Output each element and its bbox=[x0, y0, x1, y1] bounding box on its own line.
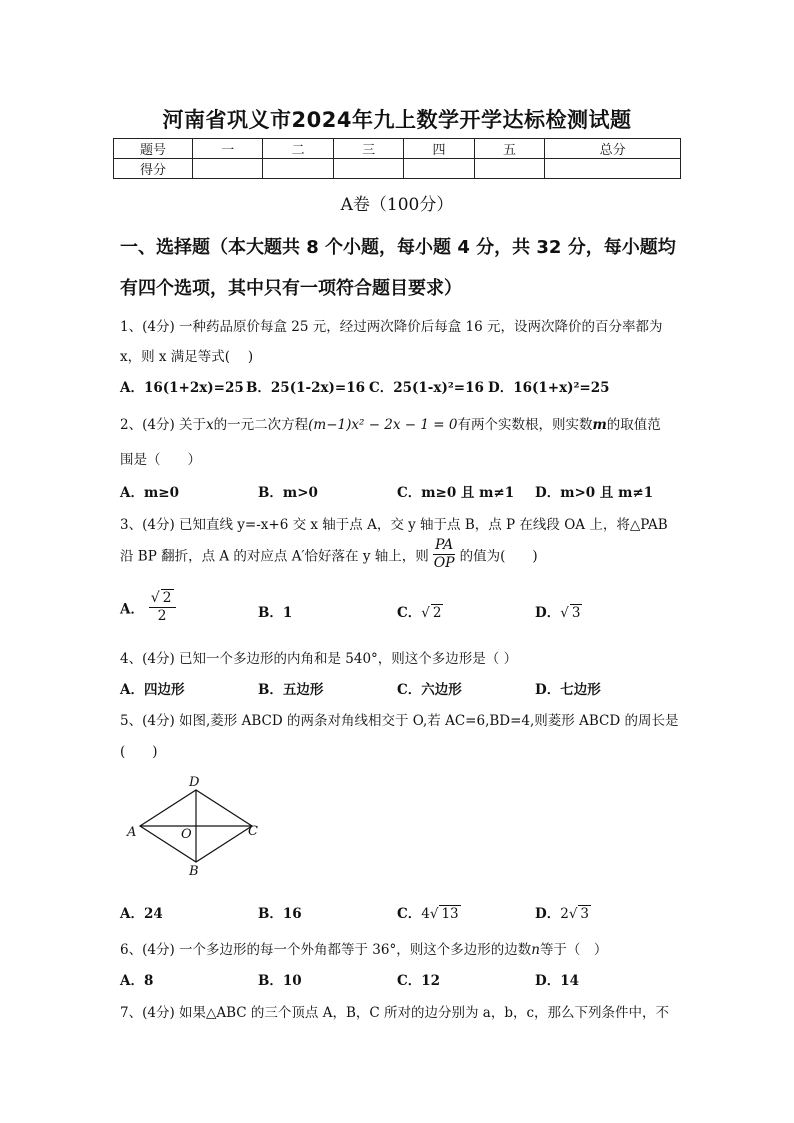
label-b: B bbox=[189, 864, 199, 877]
score-cell[interactable] bbox=[545, 159, 681, 179]
q2-var-m: m bbox=[592, 417, 607, 433]
score-table bbox=[113, 138, 681, 179]
score-cell[interactable] bbox=[474, 159, 544, 179]
header-cell: 四 bbox=[404, 139, 474, 159]
row-label: 得分 bbox=[114, 159, 193, 179]
section-heading-line1: 一、选择题（本大题共 8 个小题，每小题 4 分，共 32 分，每小题均 bbox=[120, 237, 676, 258]
score-cell[interactable] bbox=[263, 159, 333, 179]
q5-option-d bbox=[535, 902, 591, 922]
q1-option-b: B．25(1-2x)=16 bbox=[246, 380, 366, 396]
q2-stem-line2: 围是（ ） bbox=[120, 452, 201, 468]
q4-option-a: A．四边形 bbox=[120, 682, 185, 698]
q2-stem-line1 bbox=[120, 413, 661, 433]
frac-den: 2 bbox=[157, 608, 167, 624]
score-table-score-row bbox=[114, 159, 681, 179]
volume-heading: A卷（100分） bbox=[340, 195, 454, 215]
q4-stem: 4、(4分) 已知一个多边形的内角和是 540°，则这个多边形是（ ） bbox=[120, 651, 518, 667]
q3-stem-line2 bbox=[120, 537, 538, 572]
option-label: C． bbox=[397, 605, 422, 621]
q3-text: 的值为( ) bbox=[459, 548, 538, 565]
coefficient: 2 bbox=[560, 906, 569, 922]
q3-frac-num: PA bbox=[435, 537, 454, 553]
label-d: D bbox=[189, 775, 200, 790]
rhombus-figure bbox=[125, 772, 265, 877]
q5-option-a: A．24 bbox=[120, 906, 163, 922]
header-cell: 五 bbox=[474, 139, 544, 159]
sqrt-icon: √ bbox=[568, 906, 578, 922]
radicand: 3 bbox=[571, 605, 581, 621]
q1-stem-line1: 1、(4分) 一种药品原价每盒 25 元，经过两次降价后每盒 16 元，设两次降价的百分率都为 bbox=[120, 319, 663, 335]
q3-option-b: B．1 bbox=[258, 605, 293, 621]
q2-text: 的取值范 bbox=[606, 417, 661, 433]
q6-text: 等于（ ） bbox=[539, 942, 608, 958]
q5-option-c bbox=[397, 902, 461, 922]
q6-option-a: A．8 bbox=[120, 973, 154, 989]
q3-option-d bbox=[535, 601, 582, 621]
score-cell[interactable] bbox=[404, 159, 474, 179]
q2-option-a: A．m≥0 bbox=[120, 485, 179, 501]
q3-fraction bbox=[433, 537, 455, 572]
q2-text: 2、(4分) 关于 bbox=[120, 417, 207, 433]
page-title: 河南省巩义市2024年九上数学开学达标检测试题 bbox=[162, 108, 632, 132]
q3-option-c bbox=[397, 601, 443, 621]
header-cell: 三 bbox=[333, 139, 403, 159]
sqrt-icon: √ bbox=[560, 605, 569, 621]
q1-option-c: C．25(1-x)²=16 bbox=[369, 380, 484, 396]
header-cell: 题号 bbox=[114, 139, 193, 159]
q5-stem-line2: ( ) bbox=[120, 744, 158, 760]
q1-option-a: A．16(1+2x)=25 bbox=[120, 380, 244, 396]
q2-var-x: x bbox=[206, 417, 214, 433]
q4-option-c: C．六边形 bbox=[397, 682, 462, 698]
q4-option-b: B．五边形 bbox=[258, 682, 324, 698]
score-cell[interactable] bbox=[193, 159, 263, 179]
q3-option-a-fraction bbox=[149, 590, 176, 625]
section-heading-line2: 有四个选项，其中只有一项符合题目要求） bbox=[120, 278, 462, 299]
q6-stem bbox=[120, 938, 607, 958]
q1-stem-line2: x，则 x 满足等式( ) bbox=[120, 349, 254, 365]
coefficient: 4 bbox=[421, 906, 430, 922]
radicand: 2 bbox=[432, 605, 442, 621]
q6-text: 6、(4分) 一个多边形的每一个外角都等于 36°，则这个多边形的边数 bbox=[120, 942, 532, 958]
option-label: C． bbox=[397, 906, 422, 922]
radicand: 2 bbox=[162, 590, 172, 606]
score-table-header-row bbox=[114, 139, 681, 159]
option-label: D． bbox=[535, 906, 561, 922]
q2-equation: (m−1)x² − 2x − 1 = 0 bbox=[308, 417, 458, 433]
option-label: D． bbox=[535, 605, 561, 621]
header-cell: 总分 bbox=[545, 139, 681, 159]
q4-option-d: D．七边形 bbox=[535, 682, 601, 698]
q3-option-a bbox=[120, 590, 176, 625]
q3-stem-line1: 3、(4分) 已知直线 y=-x+6 交 x 轴于点 A，交 y 轴于点 B，点 P 在线段 OA 上，将△PAB bbox=[120, 517, 668, 533]
label-a: A bbox=[127, 825, 137, 840]
q3-frac-den: OP bbox=[433, 555, 455, 571]
q6-option-c: C．12 bbox=[397, 973, 441, 989]
q5-option-b: B．16 bbox=[258, 906, 302, 922]
label-c: C bbox=[248, 824, 258, 839]
score-cell[interactable] bbox=[333, 159, 403, 179]
q2-option-d: D．m>0 且 m≠1 bbox=[535, 485, 654, 501]
header-cell: 二 bbox=[263, 139, 333, 159]
header-cell: 一 bbox=[193, 139, 263, 159]
q2-option-c: C．m≥0 且 m≠1 bbox=[397, 485, 515, 501]
q6-option-b: B．10 bbox=[258, 973, 302, 989]
q6-var-n: n bbox=[531, 942, 540, 958]
q3-text: 沿 BP 翻折，点 A 的对应点 A′恰好落在 y 轴上，则 bbox=[120, 548, 429, 565]
q5-stem-line1: 5、(4分) 如图,菱形 ABCD 的两条对角线相交于 O,若 AC=6,BD=4,则菱形 ABCD 的周长是 bbox=[120, 713, 679, 729]
q2-text: 有两个实数根，则实数 bbox=[457, 417, 593, 433]
q2-option-b: B．m>0 bbox=[258, 485, 318, 501]
sqrt-icon: √ bbox=[429, 906, 439, 922]
sqrt-icon: √ bbox=[421, 605, 430, 621]
label-o: O bbox=[181, 827, 192, 842]
radicand: 13 bbox=[441, 906, 459, 922]
q1-option-d: D．16(1+x)²=25 bbox=[488, 380, 610, 396]
q7-stem-line1: 7、(4分) 如果△ABC 的三个顶点 A，B，C 所对的边分别为 a，b，c，那么下列条件中，不 bbox=[120, 1005, 670, 1021]
q6-option-d: D．14 bbox=[535, 973, 579, 989]
q2-text: 的一元二次方程 bbox=[213, 417, 309, 433]
radicand: 3 bbox=[580, 906, 590, 922]
option-label: A． bbox=[120, 601, 144, 618]
frac-num: √ 2 bbox=[149, 590, 176, 608]
